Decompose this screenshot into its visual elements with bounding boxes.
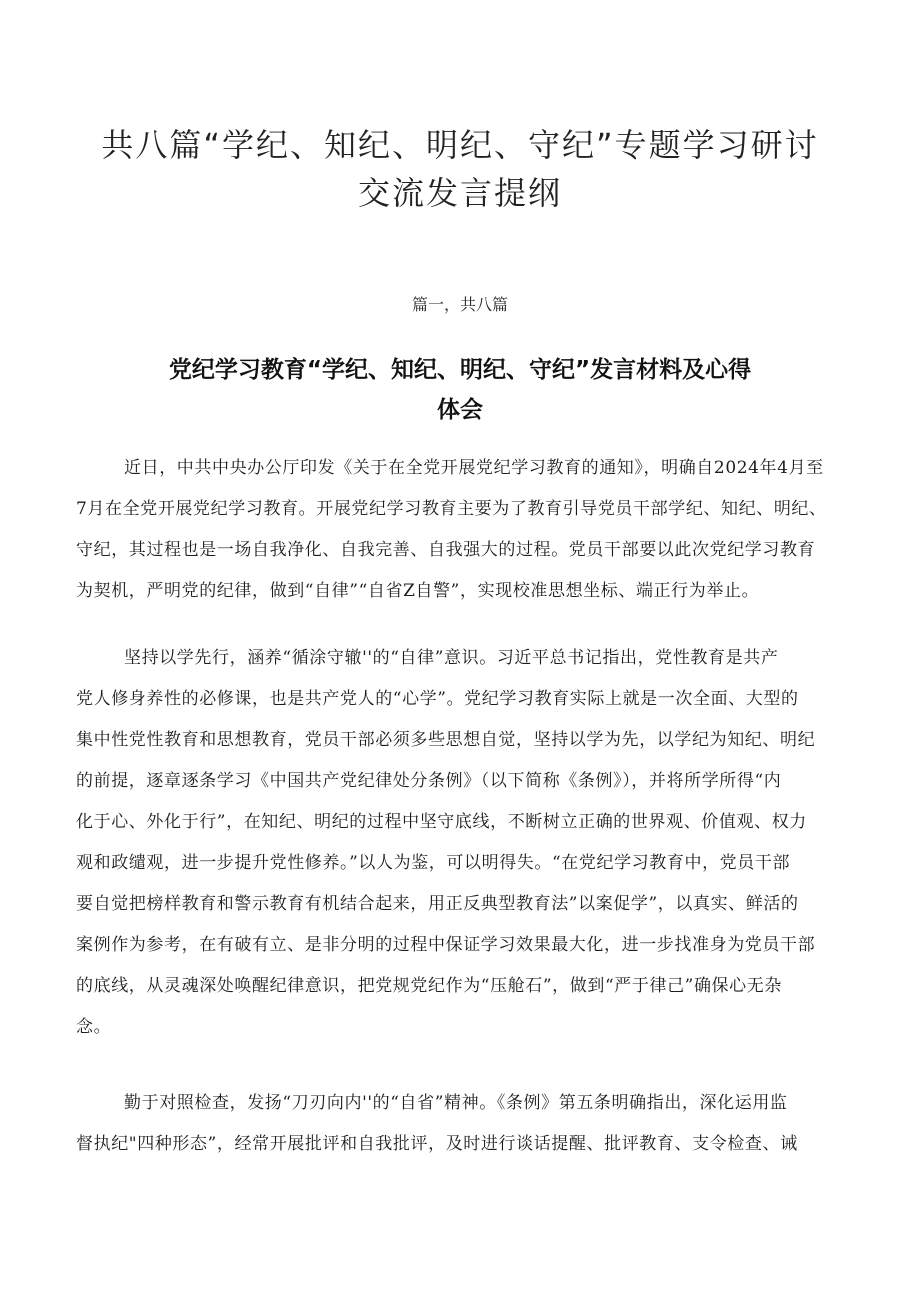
document-title-line-1: 共八篇“学纪、知纪、明纪、守纪”专题学习研讨 <box>101 126 819 164</box>
paragraph-line: 念。 <box>76 1017 112 1037</box>
paragraph-line: 督执纪"四种形态”，经常开展批评和自我批评，及时进行谈话提醒、批评教育、支令检查、诫 <box>76 1134 798 1154</box>
article-title-line-2: 体会 <box>437 397 483 423</box>
paragraph-line: 的底线，从灵魂深处唤醒纪律意识，把党规党纪作为“压舱石”，做到“严于律己”确保心无杂 <box>76 976 782 996</box>
paragraph-line: 为契机，严明党的纪律，做到“自律”“自省Z自警”，实现校准思想坐标、端正行为举止。 <box>76 581 760 601</box>
document-title-line-2: 交流发言提纲 <box>357 174 562 212</box>
paragraph-line: 要自觉把榜样教育和警示教育有机结合起来，用正反典型教育法”以案促学”，以真实、鲜活的 <box>76 894 799 914</box>
chapter-label: 篇一，共八篇 <box>411 295 508 314</box>
paragraph-line: 案例作为参考，在有破有立、是非分明的过程中保证学习效果最大化，进一步找准身为党员干部 <box>76 935 816 955</box>
paragraph-line: 集中性党性教育和思想教育，党员干部必须多些思想自觉，坚持以学为先，以学纪为知纪、明纪 <box>76 730 816 750</box>
paragraph-line: 化于心、外化于行”，在知纪、明纪的过程中坚守底线，不断树立正确的世界观、价值观、权力 <box>76 812 807 832</box>
paragraph-line: 近日，中共中央办公厅印发《关于在全党开展党纪学习教育的通知》，明确自2024年4月至 <box>124 458 824 478</box>
paragraph-line: 勤于对照检查，发扬“刀刃向内''的“自省”精神。《条例》第五条明确指出，深化运用监 <box>124 1093 788 1113</box>
paragraph-line: 7月在全党开展党纪学习教育。开展党纪学习教育主要为了教育引导党员干部学纪、知纪、明纪、 <box>76 499 827 519</box>
paragraph-line: 守纪，其过程也是一场自我净化、自我完善、自我强大的过程。党员干部要以此次党纪学习教育 <box>76 540 816 560</box>
article-title-line-1: 党纪学习教育“学纪、知纪、明纪、守纪”发言材料及心得 <box>168 357 752 383</box>
paragraph-line: 的前提，逐章逐条学习《中国共产党纪律处分条例》（以下简称《条例》），并将所学所得“内 <box>76 771 782 791</box>
paragraph-line: 观和政缱观，进一步提升党性修养。”以人为鉴，可以明得失。“在党纪学习教育中，党员干部 <box>76 853 791 873</box>
paragraph-line: 坚持以学先行，涵养“循涂守辙''的“自律”意识。习近平总书记指出，党性教育是共产 <box>124 648 779 668</box>
paragraph-line: 党人修身养性的必修课，也是共产党人的“心学”。党纪学习教育实际上就是一次全面、大型的 <box>76 689 799 709</box>
